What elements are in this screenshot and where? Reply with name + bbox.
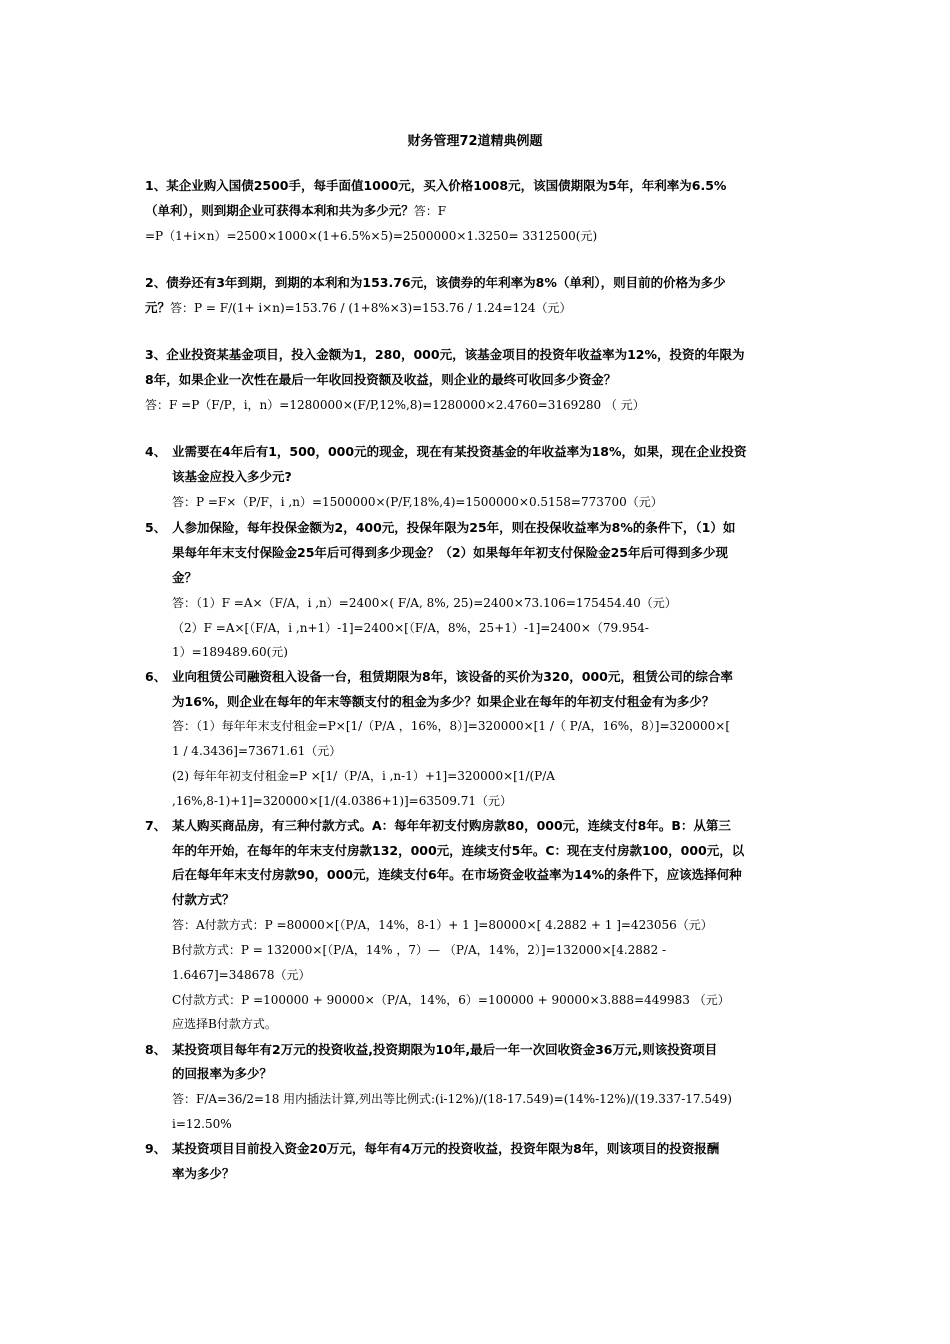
- q7-answer-line-1: 答：A付款方式：P =80000×[（P/A，14%，8-1）+ 1 ]=80000×[ 4.2882 + 1 ]=423056（元）: [172, 918, 713, 932]
- q4-answer-line: 答：P =F×（P/F，i ,n）=1500000×(P/F,18%,4)=1500000×0.5158=773700（元）: [172, 495, 663, 509]
- q9-number: 9、: [145, 1141, 167, 1156]
- q8-number: 8、: [145, 1042, 167, 1057]
- q7-answer-line-3: 1.6467]=348678（元）: [172, 968, 311, 982]
- q7-answer-line-2: B付款方式：P = 132000×[（P/A，14% ，7）— （P/A，14%，2）]=132000×[4.2882 -: [172, 943, 667, 957]
- q6-answer-line-4: ,16%,8-1)+1]=320000×[1/(4.0386+1)]=63509.71（元）: [172, 794, 512, 808]
- q7-line-2: 年的年开始，在每年的年末支付房款132，000元，连续支付5年。C：现在支付房款100，000元，以: [172, 843, 745, 858]
- q2-line-1: 2、债券还有3年到期，到期的本利和为153.76元，该债券的年利率为8%（单利），则目前的价格为多少: [145, 275, 726, 290]
- q1-line-2: [145, 202, 446, 220]
- q5-answer-line-1: 答：（1）F =A×（F/A，i ,n）=2400×( F/A, 8%, 25)=2400×73.106=175454.40（元）: [172, 596, 677, 610]
- q8-line-1: 某投资项目每年有2万元的投资收益,投资期限为10年,最后一年一次回收资金36万元,则该投资项目: [172, 1042, 718, 1057]
- q4-number: 4、: [145, 444, 167, 459]
- q1-answer-line: =P（1+i×n）=2500×1000×(1+6.5%×5)=2500000×1.3250= 3312500(元): [145, 229, 598, 243]
- q1-line-1: 1、某企业购入国债2500手，每手面值1000元，买入价格1008元，该国债期限为5年，年利率为6.5%: [145, 178, 727, 193]
- q8-answer-line-1: 答：F/A=36/2=18 用内插法计算,列出等比例式:(i-12%)/(18-17.549)=(14%-12%)/(19.337-17.549): [172, 1092, 732, 1106]
- q4-line-2: 该基金应投入多少元?: [172, 469, 292, 484]
- q3-answer-line: 答：F =P（F/P，i，n）=1280000×(F/P,12%,8)=1280000×2.4760=3169280 （ 元）: [145, 398, 645, 412]
- q6-line-2: 为16%，则企业在每年的年末等额支付的租金为多少？如果企业在每年的年初支付租金有为多少？: [172, 694, 715, 709]
- q7-line-4: 付款方式？: [172, 892, 235, 907]
- q7-line-1: 某人购买商品房，有三种付款方式。A：每年年初支付购房款80，000元，连续支付8年。B：从第三: [172, 818, 731, 833]
- q3-line-1: 3、企业投资某基金项目，投入金额为1，280，000元，该基金项目的投资年收益率为12%，投资的年限为: [145, 347, 745, 362]
- q4-line-1: 业需要在4年后有1，500，000元的现金，现在有某投资基金的年收益率为18%，如果，现在企业投资: [172, 444, 747, 459]
- q5-answer-line-3: 1）=189489.60(元): [172, 645, 288, 659]
- q6-answer-line-3: (2) 每年年初支付租金=P ×[1/（P/A，i ,n-1）+1]=320000×[1/(P/A: [172, 769, 555, 783]
- q6-number: 6、: [145, 669, 167, 684]
- q7-answer-line-4: C付款方式：P =100000 + 90000×（P/A，14%，6）=100000 + 90000×3.888=449983 （元）: [172, 993, 730, 1007]
- q6-line-1: 业向租赁公司融资租入设备一台，租赁期限为8年，该设备的买价为320，000元，租赁公司的综合率: [172, 669, 733, 684]
- q6-answer-line-1: 答：（1）每年年末支付租金=P×[1/（P/A ，16%，8）]=320000×[1 /（ P/A，16%，8）]=320000×[: [172, 719, 731, 733]
- q1-line-2-answer: 答：F: [413, 204, 447, 218]
- q5-number: 5、: [145, 520, 167, 535]
- q8-answer-line-2: i=12.50%: [172, 1117, 232, 1131]
- q6-answer-line-2: 1 / 4.3436]=73671.61（元）: [172, 744, 342, 758]
- q1-line-2-question: （单利），则到期企业可获得本利和共为多少元？: [145, 203, 414, 218]
- q7-answer-line-5: 应选择B付款方式。: [172, 1017, 277, 1031]
- q9-line-2: 率为多少？: [172, 1166, 235, 1181]
- page-title: 财务管理72道精典例题: [407, 134, 543, 149]
- q5-line-3: 金？: [172, 570, 198, 585]
- q5-answer-line-2: （2）F =A×[（F/A，i ,n+1）-1]=2400×[（F/A，8%，25+1）-1]=2400×（79.954-: [172, 621, 649, 635]
- q5-line-1: 人参加保险，每年投保金额为2，400元，投保年限为25年，则在投保收益率为8%的条件下，（1）如: [172, 520, 736, 535]
- q5-line-2: 果每年年末支付保险金25年后可得到多少现金？（2）如果每年年初支付保险金25年后可得到多少现: [172, 545, 728, 560]
- q2-line-2: [145, 299, 572, 317]
- q7-line-3: 后在每年年末支付房款90，000元，连续支付6年。在市场资金收益率为14%的条件下，应该选择何种: [172, 867, 742, 882]
- q3-line-2: 8年，如果企业一次性在最后一年收回投资额及收益，则企业的最终可收回多少资金？: [145, 372, 617, 387]
- q8-line-2: 的回报率为多少？: [172, 1066, 273, 1081]
- q9-line-1: 某投资项目目前投入资金20万元，每年有4万元的投资收益，投资年限为8年，则该项目的投资报酬: [172, 1141, 720, 1156]
- q7-number: 7、: [145, 818, 167, 833]
- q2-line-2-question: 元？: [145, 300, 171, 315]
- q2-line-2-answer: 答：P = F/(1+ i×n)=153.76 / (1+8%×3)=153.76 / 1.24=124（元）: [170, 301, 572, 315]
